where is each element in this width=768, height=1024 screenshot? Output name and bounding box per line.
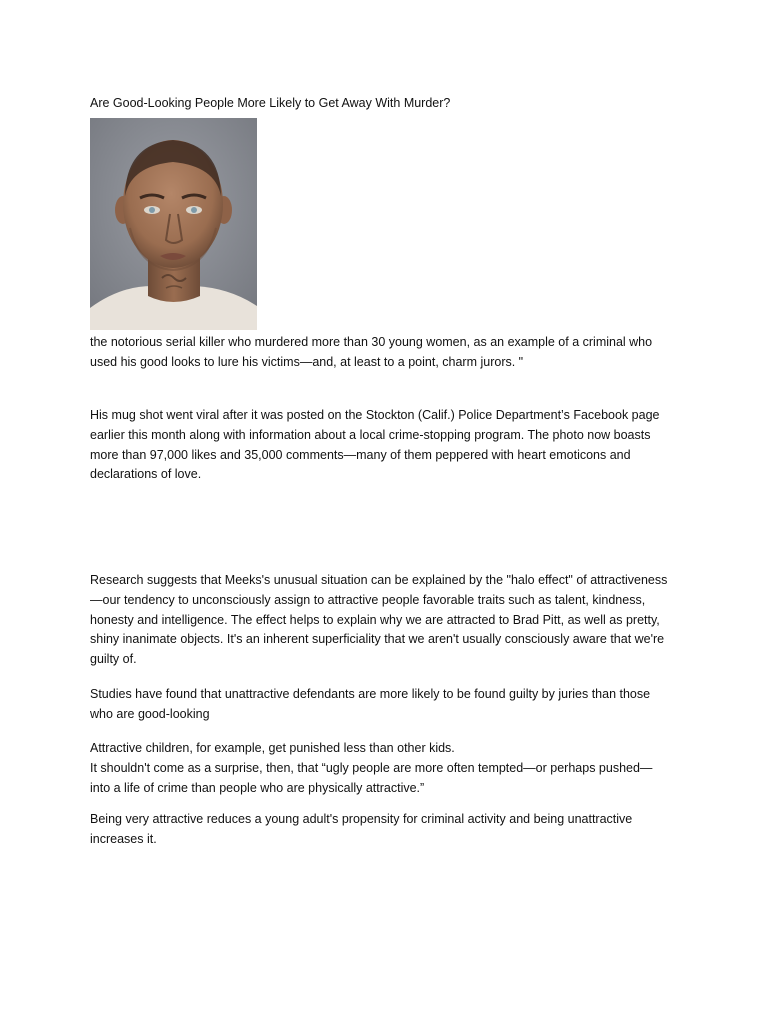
mugshot-photo: [90, 118, 257, 330]
document-title: Are Good-Looking People More Likely to Get Away With Murder?: [90, 96, 451, 110]
paragraph-4: [90, 685, 690, 725]
paragraph-line: Attractive children, for example, get punished less than other kids.: [90, 741, 455, 755]
paragraph-line: —our tendency to unconsciously assign to attractive people favorable traits such as talent, kindness,: [90, 592, 646, 607]
paragraph-line: Research suggests that Meeks's unusual situation can be explained by the "halo effect" of attractiveness: [90, 573, 668, 587]
paragraph-line: His mug shot went viral after it was posted on the Stockton (Calif.) Police Department’s Facebook page: [90, 408, 660, 422]
paragraph-line: used his good looks to lure his victims—and, at least to a point, charm jurors. ": [90, 354, 524, 369]
paragraph-line: guilty of.: [90, 652, 137, 667]
paragraph-line: the notorious serial killer who murdered more than 30 young women, as an example of a criminal who: [90, 335, 653, 349]
paragraph-line: honesty and intelligence. The effect helps to explain why we are attracted to Brad Pitt, as well as pretty,: [90, 612, 660, 627]
paragraph-line: increases it.: [90, 831, 157, 846]
paragraph-6: [90, 810, 690, 850]
paragraph-line: declarations of love.: [90, 467, 202, 482]
paragraph-line: who are good-looking: [90, 706, 210, 721]
paragraph-line: more than 97,000 likes and 35,000 comments—many of them peppered with heart emoticons and: [90, 447, 631, 462]
paragraph-5: [90, 739, 690, 798]
paragraph-2: [90, 406, 690, 485]
paragraph-line: It shouldn't come as a surprise, then, that “ugly people are more often tempted—or perhaps pushed—: [90, 760, 653, 775]
paragraph-1: [90, 333, 690, 373]
paragraph-3: [90, 571, 690, 670]
paragraph-line: shiny inanimate objects. It's an inherent superficiality that we aren't usually consciously aware that we're: [90, 632, 665, 647]
paragraph-line: earlier this month along with information about a local crime-stopping program. The photo now boasts: [90, 427, 651, 442]
paragraph-line: Studies have found that unattractive defendants are more likely to be found guilty by juries than those: [90, 687, 651, 701]
paragraph-line: into a life of crime than people who are physically attractive.”: [90, 780, 425, 795]
paragraph-line: Being very attractive reduces a young adult's propensity for criminal activity and being unattractive: [90, 812, 633, 826]
